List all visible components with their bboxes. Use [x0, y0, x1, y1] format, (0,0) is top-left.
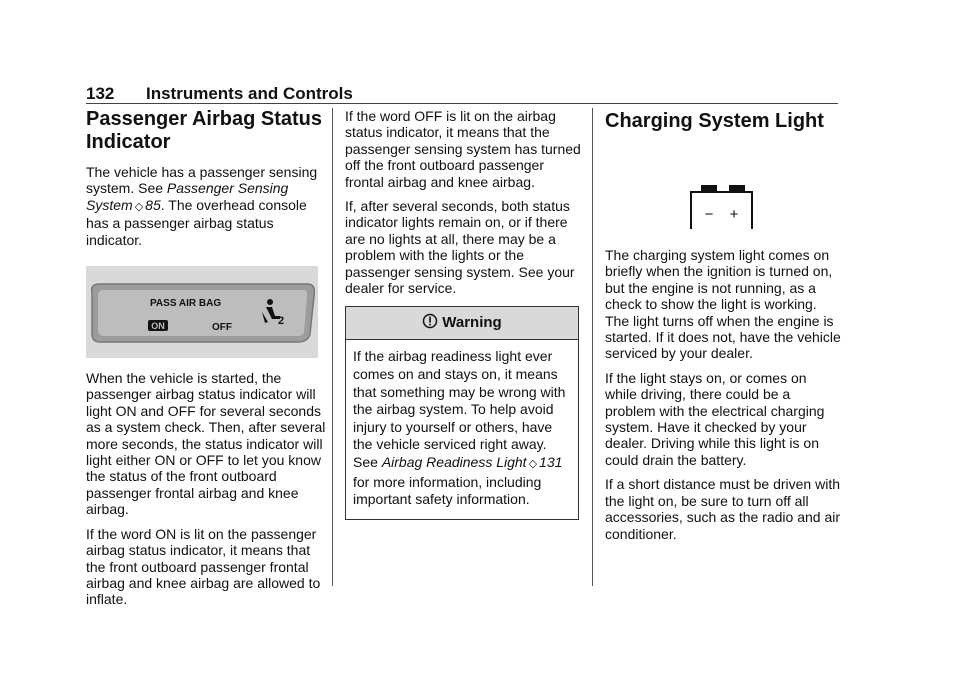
cross-reference-page[interactable]: 85: [145, 196, 161, 213]
text-run: . The overhead console has a passenger airbag status indicator.: [86, 196, 307, 248]
battery-minus-label: −: [704, 206, 714, 223]
airbag-indicator-graphic: [86, 266, 318, 358]
icon-number: 2: [278, 315, 285, 328]
warning-box: [345, 306, 579, 519]
paragraph: If the word ON is lit on the passenger airbag status indicator, it means that the front outboard passenger frontal airbag and knee airbag are allowed to inflate.: [86, 525, 321, 608]
page-number: 132: [86, 84, 115, 103]
header-rule: [86, 103, 838, 104]
indicator-label-off: OFF: [212, 322, 232, 334]
section-heading-airbag: Passenger Airbag Status Indicator: [86, 108, 323, 153]
column-divider: [592, 108, 593, 586]
airbag-indicator-figure: [86, 266, 318, 358]
warning-title-bar: [346, 307, 578, 340]
column-divider: [332, 108, 333, 586]
section-title: Instruments and Controls: [146, 84, 353, 103]
page-ref-icon: ◇: [528, 458, 538, 471]
page-ref-icon: ◇: [134, 200, 144, 213]
indicator-label-top: PASS AIR BAG: [150, 298, 222, 310]
battery-icon-figure: [605, 145, 841, 229]
battery-plus-label: +: [729, 206, 739, 223]
column-1: [86, 108, 326, 616]
text-run: for more information, including important safety information.: [353, 473, 542, 508]
paragraph: [86, 164, 326, 248]
paragraph: [353, 348, 571, 508]
paragraph: If a short distance must be driven with the light on, be sure to turn off all accessories, such as the radio and air conditioner.: [605, 476, 841, 542]
paragraph: If the word OFF is lit on the airbag status indicator, it means that the passenger sensing system has turned off the front outboard passenger frontal airbag and knee airbag.: [345, 108, 581, 190]
column-2: [345, 108, 581, 520]
indicator-label-on: ON: [151, 321, 165, 332]
column-3: [605, 108, 841, 550]
warning-title: Warning: [442, 314, 502, 332]
paragraph: When the vehicle is started, the passenger airbag status indicator will light ON and OFF for several seconds as a system check. Then, after several more seconds, the status indicator will light either ON or OFF to let you know the status of the front outboard passenger frontal airbag and knee airbag.: [86, 370, 326, 518]
text-run: If the airbag readiness light ever comes on and stays on, it means that something may be wrong with the airbag system. To help avoid injury to yourself or others, have the vehicle serviced right away. See: [353, 348, 566, 471]
cross-reference-link[interactable]: Passenger Sensing System: [86, 180, 289, 213]
cross-reference-page[interactable]: 131: [539, 454, 563, 471]
section-heading-charging: Charging System Light: [605, 110, 824, 132]
page-header: [86, 84, 838, 104]
warning-icon: [422, 313, 438, 329]
battery-icon: [605, 145, 841, 229]
paragraph: The charging system light comes on briefly when the ignition is turned on, but the engine is not running, as a check to show the light is working. The light turns off when the engine is started. If it does not, have the vehicle serviced by your dealer.: [605, 247, 841, 362]
warning-body: [346, 340, 578, 518]
paragraph: If the light stays on, or comes on while driving, there could be a problem with the electrical charging system. Have it checked by your dealer. Driving while this light is on could drain the battery.: [605, 369, 825, 468]
cross-reference-link[interactable]: Airbag Readiness Light: [381, 454, 527, 471]
text-run: The vehicle has a passenger sensing system. See: [86, 164, 318, 197]
paragraph: If, after several seconds, both status indicator lights remain on, or if there are no lights at all, there may be a problem with the lights or the passenger sensing system. See your dealer for service.: [345, 198, 575, 297]
